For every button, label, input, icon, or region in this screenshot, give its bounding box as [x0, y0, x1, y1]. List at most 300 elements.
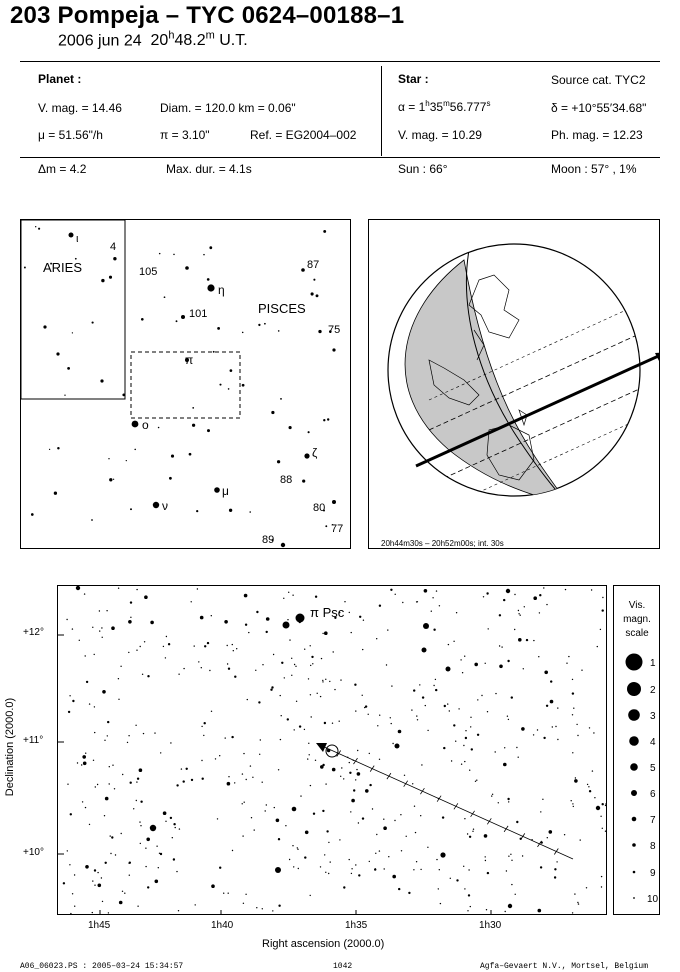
detail-star [243, 903, 244, 904]
detail-star [119, 901, 123, 905]
detail-star [484, 834, 488, 838]
detail-star [538, 909, 542, 913]
dec-label-12: +12° [23, 627, 44, 638]
x-axis-title: Right ascension (2000.0) [262, 938, 385, 950]
detail-star [324, 631, 328, 635]
detail-star [320, 696, 321, 697]
moon-info: Moon : 57° , 1% [551, 162, 637, 176]
detail-star [94, 706, 95, 707]
detail-star [456, 612, 457, 613]
detail-star [133, 808, 134, 809]
detail-star [507, 716, 508, 717]
detail-star [572, 692, 574, 694]
detail-star [518, 638, 522, 642]
finder-star [101, 279, 104, 282]
detail-star [300, 795, 301, 796]
detail-star [339, 839, 340, 840]
detail-star [431, 611, 432, 612]
detail-star [426, 626, 428, 628]
ra-label-135: 1h35 [345, 920, 368, 931]
detail-star [128, 735, 129, 736]
finder-star [192, 424, 195, 427]
detail-star [498, 802, 499, 803]
path-tick [420, 788, 424, 794]
finder-star [301, 268, 305, 272]
finder-star [304, 453, 309, 458]
detail-star [144, 595, 148, 599]
finder-star [332, 500, 336, 504]
detail-star [191, 601, 192, 602]
detail-star [417, 601, 418, 602]
detail-star [183, 668, 184, 669]
detail-star [354, 684, 356, 686]
detail-star [114, 788, 115, 789]
detail-star [147, 886, 149, 888]
detail-star [202, 778, 204, 780]
detail-star [278, 838, 280, 840]
label-101: 101 [189, 308, 208, 320]
detail-star [350, 811, 351, 812]
detail-star [491, 795, 492, 796]
detail-star [247, 699, 248, 700]
detail-star [136, 800, 137, 801]
detail-star [283, 598, 284, 599]
detail-star [518, 610, 519, 611]
detail-star [473, 829, 474, 830]
finder-star [56, 352, 59, 355]
detail-star [469, 836, 471, 838]
star-delta: δ = +10°55′34.68" [551, 101, 647, 115]
label-89: 89 [262, 534, 275, 546]
detail-star [183, 780, 185, 782]
finder-star [57, 447, 59, 449]
detail-star [488, 628, 489, 629]
detail-star [140, 801, 142, 803]
detail-star [320, 866, 321, 867]
mag-dot-2 [627, 682, 641, 696]
detail-star [499, 665, 503, 669]
detail-star [357, 772, 361, 776]
globe-panel [368, 219, 660, 549]
finder-chart [20, 219, 351, 549]
detail-star [102, 690, 106, 694]
detail-star [376, 638, 377, 639]
finder-star [289, 426, 292, 429]
mag-value-1: 1 [650, 658, 656, 669]
detail-star [487, 711, 488, 712]
finder-star [308, 431, 310, 433]
detail-star [178, 910, 179, 911]
detail-star [124, 893, 125, 894]
detail-star [227, 782, 231, 786]
detail-star [341, 767, 342, 768]
detail-star [499, 645, 500, 646]
detail-star [262, 782, 263, 783]
detail-star [94, 885, 95, 886]
event-date: 2006 jun 24 [58, 32, 142, 50]
finder-star [277, 460, 280, 463]
detail-star [179, 828, 180, 829]
detail-star [552, 726, 553, 727]
detail-star [82, 755, 86, 759]
detail-star [326, 830, 328, 832]
detail-star [470, 726, 471, 727]
detail-star [540, 866, 542, 868]
detail-star [85, 807, 86, 808]
detail-star [63, 882, 65, 884]
detail-star [278, 905, 280, 907]
detail-star [577, 902, 578, 903]
detail-star [97, 872, 98, 873]
star-source: Source cat. TYC2 [551, 73, 646, 87]
detail-star [292, 595, 293, 596]
detail-star [469, 770, 470, 771]
detail-star [293, 866, 294, 867]
dec-label-11: +11° [23, 735, 44, 746]
detail-star [176, 784, 178, 786]
detail-star [266, 631, 268, 633]
detail-star [470, 906, 471, 907]
detail-star [70, 913, 71, 914]
detail-star [365, 789, 369, 793]
detail-star [390, 589, 392, 591]
detail-star [272, 910, 273, 911]
detail-star [591, 589, 592, 590]
detail-star [571, 800, 572, 801]
detail-star [291, 675, 292, 676]
detail-star [211, 711, 212, 712]
detail-star [464, 888, 465, 889]
detail-star [76, 586, 80, 590]
ra-label-145: 1h45 [88, 920, 111, 931]
detail-star [510, 854, 511, 855]
detail-star [128, 652, 129, 653]
y-axis-title: Declination (2000.0) [4, 697, 16, 797]
detail-star [228, 776, 229, 777]
detail-star [358, 822, 359, 823]
detail-star [343, 886, 345, 888]
detail-star [99, 630, 100, 631]
detail-star [511, 884, 512, 885]
detail-star [468, 894, 470, 896]
detail-star [252, 777, 253, 778]
detail-star [165, 657, 166, 658]
detail-star [392, 875, 396, 879]
finder-star [122, 394, 125, 397]
detail-star [481, 695, 482, 696]
detail-star [572, 714, 573, 715]
detail-star [203, 735, 204, 736]
mag-dot-4 [629, 736, 639, 746]
detail-star [416, 715, 417, 716]
detail-star [120, 666, 121, 667]
detail-star [505, 911, 506, 912]
mag-dot-1 [626, 654, 643, 671]
detail-star [427, 847, 428, 848]
detail-star [596, 806, 600, 810]
detail-star [485, 663, 486, 664]
detail-star [130, 617, 131, 618]
detail-star [533, 596, 537, 600]
detail-star [395, 594, 396, 595]
detail-star [485, 856, 486, 857]
finder-star [35, 226, 36, 227]
detail-star [522, 855, 523, 856]
finder-star [242, 384, 245, 387]
detail-star [86, 681, 88, 683]
detail-star [170, 742, 171, 743]
detail-star [136, 650, 137, 651]
finder-star [113, 479, 114, 480]
detail-star [355, 864, 356, 865]
detail-star [325, 679, 326, 680]
detail-star [137, 778, 139, 780]
detail-star [147, 675, 149, 677]
detail-star [343, 778, 344, 779]
detail-star [577, 735, 578, 736]
detail-star [227, 645, 228, 646]
detail-star [224, 620, 228, 624]
detail-star [233, 650, 234, 651]
detail-star [322, 681, 323, 682]
finder-star [209, 246, 212, 249]
finder-star [318, 330, 321, 333]
detail-star [339, 721, 340, 722]
header-bottom-rule [20, 157, 660, 158]
detail-star [507, 798, 509, 800]
detail-star [477, 734, 479, 736]
detail-star [258, 701, 260, 703]
detail-star [285, 825, 286, 826]
detail-star [102, 901, 103, 902]
detail-star [395, 744, 400, 749]
finder-star [280, 398, 282, 400]
detail-star [413, 689, 415, 691]
detail-star [289, 639, 290, 640]
header-top-rule [20, 61, 660, 62]
detail-star [602, 828, 603, 829]
detail-star [262, 664, 263, 665]
finder-star [214, 487, 220, 493]
detail-star [144, 641, 145, 642]
detail-star [111, 836, 113, 838]
detail-star [597, 646, 598, 647]
finder-star [24, 267, 26, 269]
detail-star [523, 668, 524, 669]
finder-star [38, 228, 40, 230]
detail-star [574, 779, 578, 783]
detail-star [231, 736, 233, 738]
detail-star [355, 710, 356, 711]
mag-dot-10 [633, 897, 635, 899]
detail-star [464, 656, 465, 657]
detail-star [464, 761, 465, 762]
detail-star [600, 629, 601, 630]
detail-star [411, 709, 412, 710]
mag-value-3: 3 [650, 711, 656, 722]
detail-star [310, 665, 311, 666]
detail-star [442, 816, 444, 818]
footer-file: A06_06023.PS : 2005–03–24 15:34:57 [20, 962, 184, 971]
detail-star [176, 871, 177, 872]
finder-star [230, 369, 233, 372]
star-alpha: $\alpha = 1^h35^m56.777^s$ [398, 99, 491, 114]
detail-star [186, 768, 188, 770]
detail-star [122, 774, 123, 775]
detail-star [440, 903, 441, 904]
finder-star [325, 525, 327, 527]
detail-star [398, 888, 400, 890]
planet-motion: μ = 51.56"/h [38, 128, 103, 142]
detail-star [72, 628, 73, 629]
detail-star [508, 801, 509, 802]
detail-star [349, 612, 350, 613]
detail-star [439, 605, 440, 606]
detail-star [312, 663, 313, 664]
detail-star [274, 807, 275, 808]
detail-star [101, 877, 102, 878]
planet-ref: Ref. = EG2004–002 [250, 128, 357, 142]
finder-star [271, 411, 274, 414]
detail-star [194, 645, 195, 646]
finder-star [323, 230, 326, 233]
detail-star [94, 732, 95, 733]
detail-star [524, 606, 525, 607]
detail-star [273, 654, 274, 655]
detail-star [369, 861, 370, 862]
star-pi-psc-label: π Psc [310, 605, 345, 620]
star-phmag: Ph. mag. = 12.23 [551, 128, 643, 142]
detail-star [332, 768, 336, 772]
detail-star [514, 629, 515, 630]
detail-star [383, 826, 387, 830]
detail-star [499, 614, 501, 616]
detail-star [201, 667, 202, 668]
detail-star [376, 834, 377, 835]
detail-star [601, 886, 602, 887]
detail-star [433, 685, 434, 686]
detail-star [504, 747, 505, 748]
detail-star [166, 636, 167, 637]
path-tick [554, 849, 558, 855]
detail-star [537, 729, 538, 730]
detail-star [304, 729, 305, 730]
detail-star [328, 842, 329, 843]
detail-star [455, 741, 456, 742]
detail-star [578, 903, 579, 904]
detail-star [605, 805, 606, 806]
detail-star [232, 644, 233, 645]
detail-star [506, 589, 510, 593]
detail-star [191, 779, 193, 781]
detail-star [139, 768, 143, 772]
detail-star [365, 705, 367, 707]
detail-star [105, 797, 109, 801]
finder-star [207, 278, 210, 281]
detail-star [328, 873, 329, 874]
detail-star [93, 760, 94, 761]
detail-star [463, 745, 464, 746]
mag-dot-5 [630, 763, 638, 771]
detail-star [83, 762, 87, 766]
detail-star [251, 817, 252, 818]
detail-star [68, 711, 70, 713]
finder-star [278, 330, 280, 332]
planet-vmag: V. mag. = 14.46 [38, 101, 122, 115]
detail-star [72, 700, 74, 702]
finder-star [332, 348, 335, 351]
finder-star [181, 315, 185, 319]
detail-star [542, 799, 543, 800]
magnitude-scale [613, 585, 660, 915]
detail-star [602, 803, 604, 805]
finder-star [126, 460, 127, 461]
mag-dot-6 [631, 790, 637, 796]
finder-star [185, 266, 189, 270]
detail-star [449, 710, 450, 711]
detail-star [150, 621, 154, 625]
detail-star [506, 870, 507, 871]
constellation-aries: ARIES [43, 260, 83, 275]
footer-page: 1042 [333, 962, 353, 971]
detail-star [471, 748, 473, 750]
mag-scale-title-2: magn. [623, 614, 651, 625]
detail-star [435, 689, 437, 691]
mag-value-8: 8 [650, 841, 656, 852]
detail-star [557, 707, 558, 708]
detail-star [461, 764, 462, 765]
detail-star [417, 719, 418, 720]
detail-star [464, 818, 465, 819]
detail-star [495, 693, 496, 694]
detail-star [572, 803, 573, 804]
detail-star [564, 834, 565, 835]
detail-star [266, 804, 267, 805]
detail-star [201, 760, 202, 761]
detail-star [372, 808, 373, 809]
detail-star [602, 609, 604, 611]
detail-star [508, 719, 509, 720]
detail-star [362, 649, 363, 650]
detail-star [107, 721, 109, 723]
detail-star [225, 737, 226, 738]
finder-star [109, 478, 112, 481]
detail-star [154, 732, 155, 733]
delta-mag: Δm = 4.2 [38, 162, 87, 176]
finder-star [130, 508, 132, 510]
detail-star [408, 892, 410, 894]
detail-star [89, 824, 90, 825]
detail-star [281, 662, 283, 664]
detail-star [310, 694, 311, 695]
detail-star [175, 827, 176, 828]
detail-star [102, 637, 103, 638]
detail-star [602, 597, 603, 598]
detail-star [127, 742, 128, 743]
detail-star [223, 893, 224, 894]
detail-star [362, 695, 363, 696]
detail-star [139, 821, 140, 822]
detail-star [294, 664, 295, 665]
detail-star [572, 912, 573, 913]
detail-star [547, 837, 548, 838]
detail-star [475, 781, 476, 782]
detail-star [402, 602, 403, 603]
detail-star [77, 762, 78, 763]
detail-star [477, 699, 478, 700]
detail-star [173, 858, 175, 860]
detail-star [355, 779, 356, 780]
